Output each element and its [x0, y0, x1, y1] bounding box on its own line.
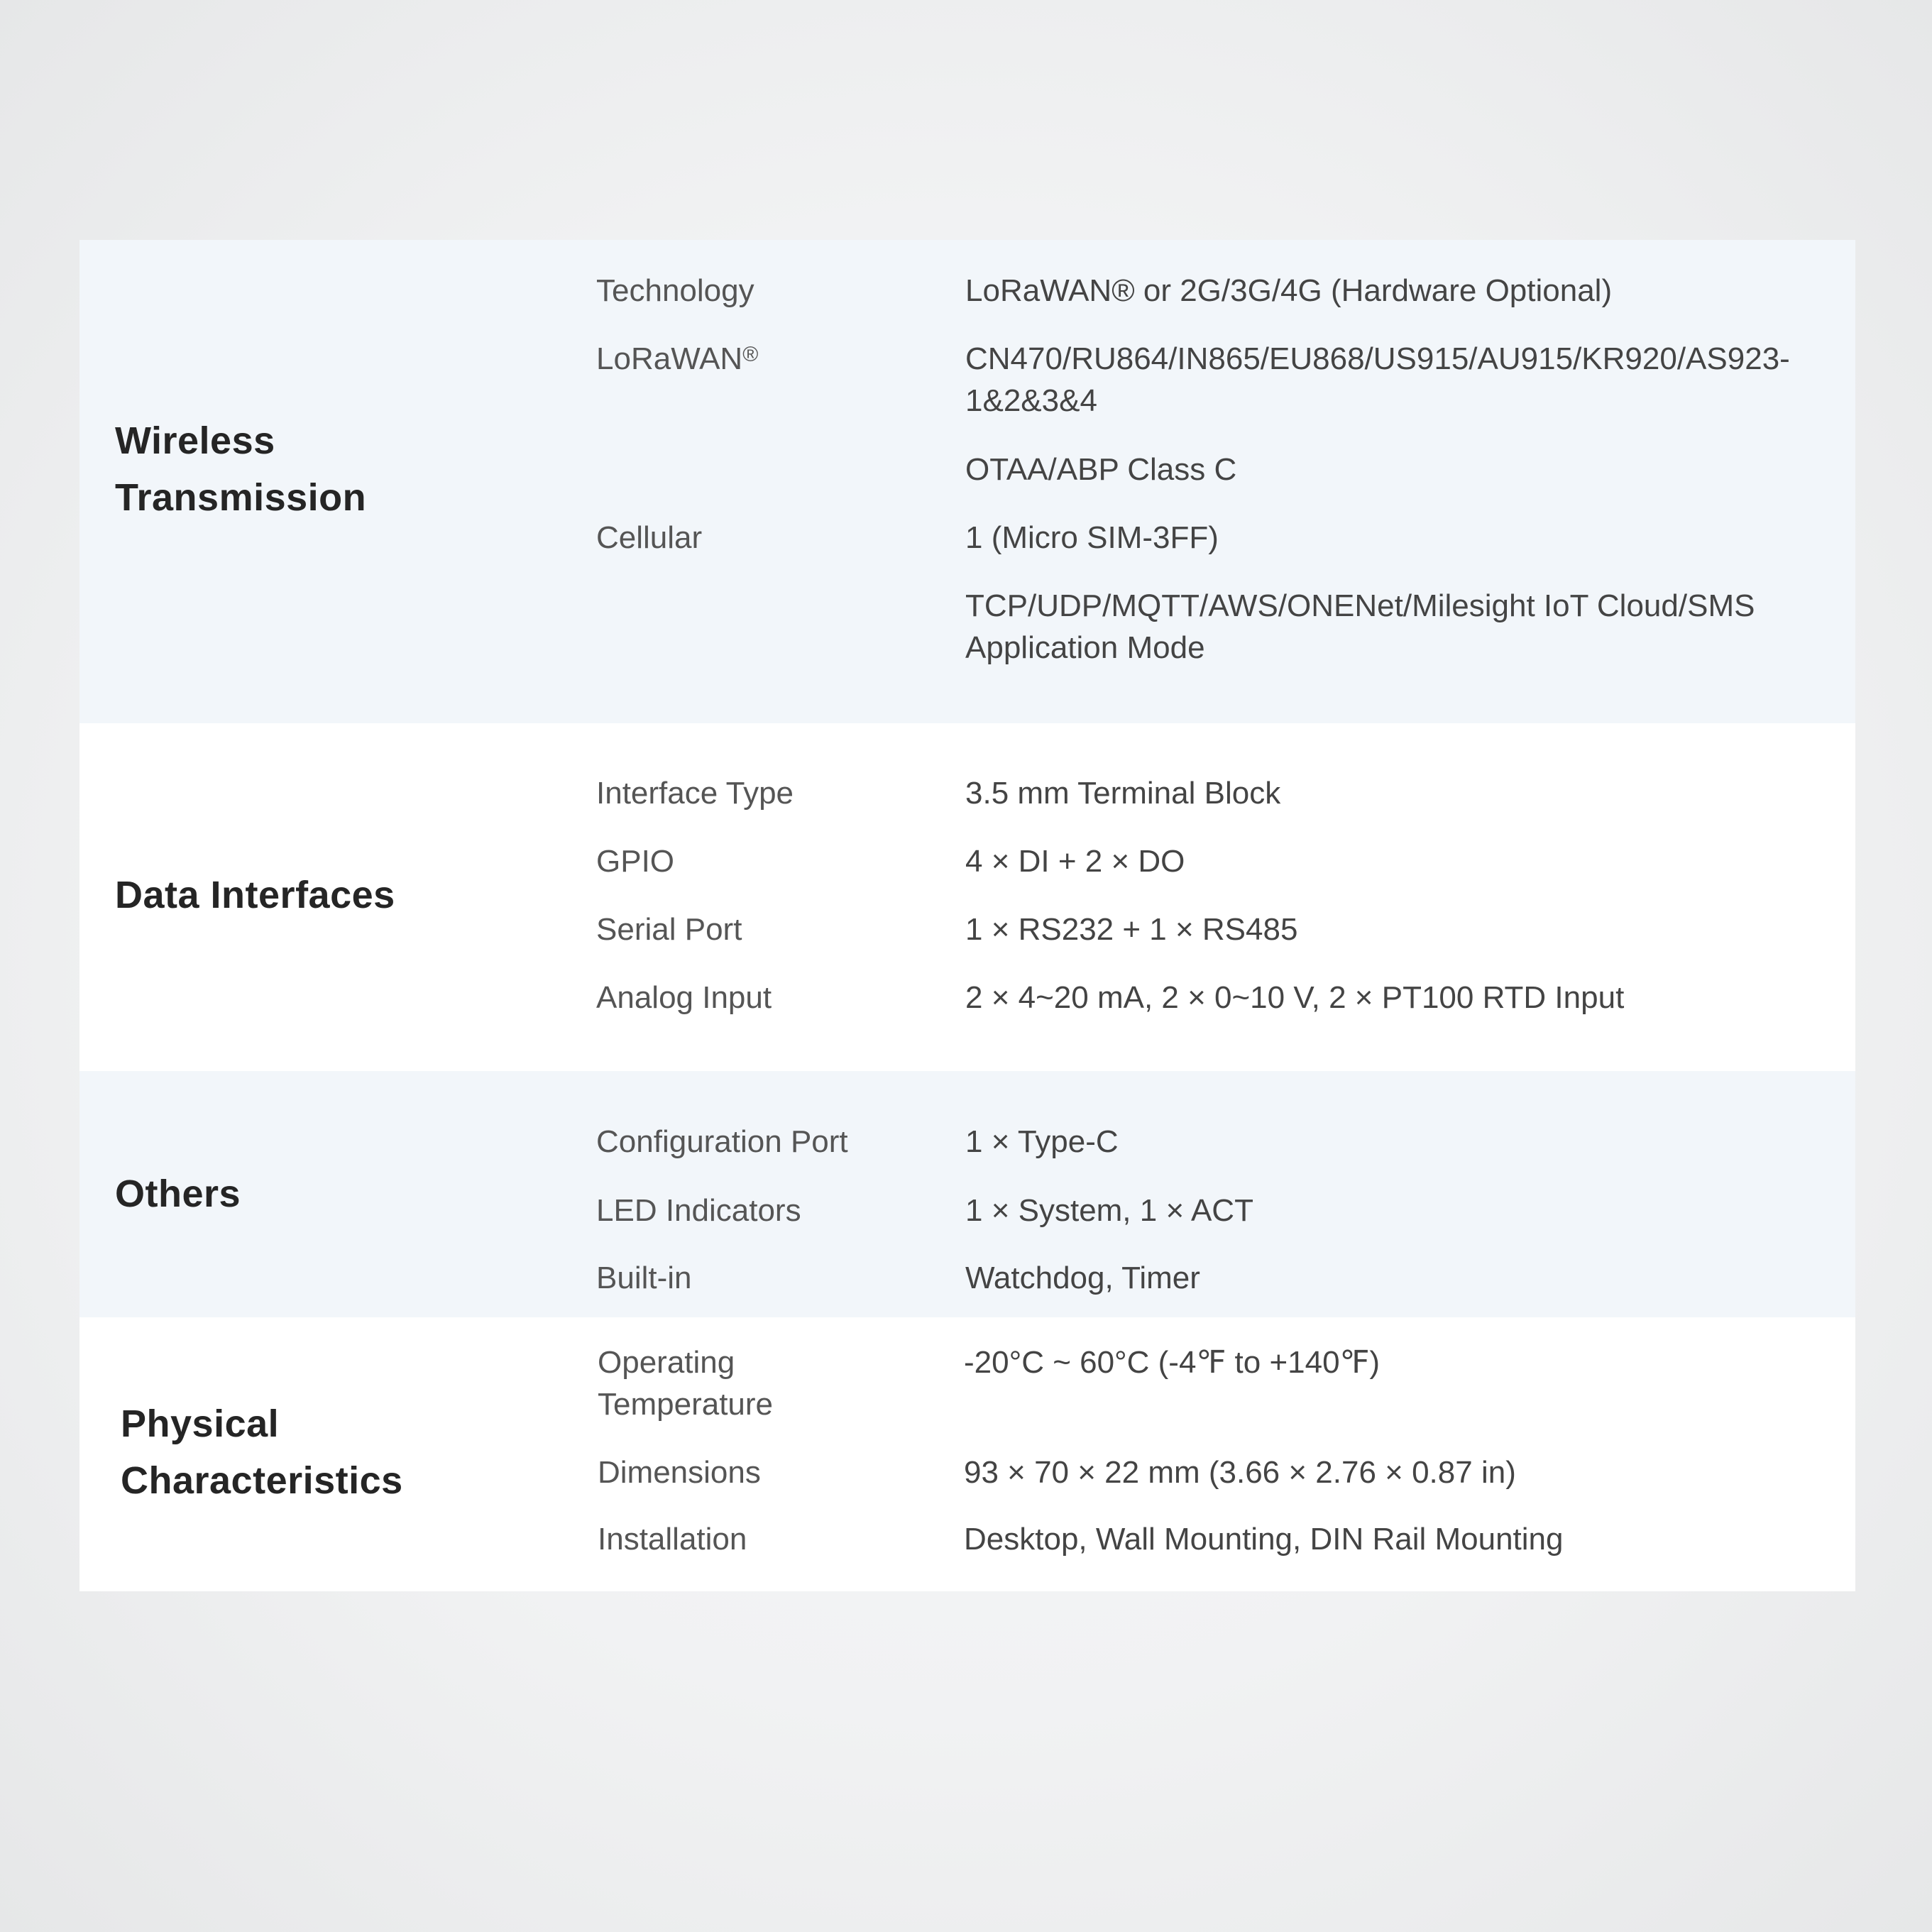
spec-label-line: Temperature: [598, 1387, 774, 1422]
section-physical-characteristics: [79, 1317, 1855, 1591]
section-title: Others: [115, 1173, 241, 1215]
section-title: [121, 1395, 403, 1509]
spec-label-line: Operating: [598, 1345, 735, 1380]
spec-value: LoRaWAN® or 2G/3G/4G (Hardware Optional): [965, 273, 1613, 308]
section-others: [79, 1071, 1855, 1317]
spec-label: Serial Port: [596, 912, 742, 947]
spec-value: 93 × 70 × 22 mm (3.66 × 2.76 × 0.87 in): [964, 1455, 1516, 1490]
spec-label: LED Indicators: [596, 1193, 801, 1228]
spec-value: Watchdog, Timer: [965, 1261, 1200, 1295]
spec-label: Technology: [596, 273, 754, 308]
spec-label: [598, 1341, 938, 1425]
spec-value-line: 1&2&3&4: [965, 383, 1097, 418]
spec-value-line: TCP/UDP/MQTT/AWS/ONENet/Milesight IoT Cloud/SMS: [965, 588, 1755, 623]
section-title-line: Transmission: [115, 476, 367, 519]
section-title-line: Wireless: [115, 419, 275, 462]
spec-value: [965, 338, 1838, 422]
section-data-interfaces: [79, 723, 1855, 1071]
spec-value-line: Application Mode: [965, 630, 1205, 665]
spec-table: [79, 240, 1855, 1591]
spec-value-line: CN470/RU864/IN865/EU868/US915/AU915/KR920/AS923-: [965, 341, 1790, 376]
spec-value: -20°C ~ 60°C (-4℉ to +140℉): [964, 1345, 1381, 1380]
spec-label: Cellular: [596, 520, 703, 555]
spec-label: Built-in: [596, 1261, 692, 1295]
spec-value: OTAA/ABP Class C: [965, 452, 1237, 487]
spec-value: 2 × 4~20 mA, 2 × 0~10 V, 2 × PT100 RTD Input: [965, 980, 1625, 1015]
registered-mark: ®: [742, 343, 759, 366]
spec-label: Analog Input: [596, 980, 772, 1015]
section-title: Data Interfaces: [115, 874, 395, 916]
spec-label-text: LoRaWAN: [596, 341, 743, 376]
spec-value: 4 × DI + 2 × DO: [965, 844, 1185, 879]
section-wireless-transmission: [79, 240, 1855, 723]
spec-label: Configuration Port: [596, 1124, 848, 1159]
spec-value: 1 × System, 1 × ACT: [965, 1193, 1253, 1228]
section-title: [115, 412, 366, 526]
spec-value: Desktop, Wall Mounting, DIN Rail Mounting: [964, 1522, 1564, 1557]
section-title-line: Characteristics: [121, 1459, 403, 1502]
spec-value: 1 × Type-C: [965, 1124, 1119, 1159]
spec-label: Dimensions: [598, 1455, 761, 1490]
spec-value: 1 × RS232 + 1 × RS485: [965, 912, 1298, 947]
spec-label: GPIO: [596, 844, 675, 879]
spec-value: [965, 585, 1838, 669]
spec-label: Interface Type: [596, 776, 794, 811]
spec-label: [596, 338, 937, 380]
spec-value: 1 (Micro SIM-3FF): [965, 520, 1219, 555]
section-title-line: Physical: [121, 1403, 280, 1445]
spec-label: Installation: [598, 1522, 747, 1557]
spec-value: 3.5 mm Terminal Block: [965, 776, 1281, 811]
